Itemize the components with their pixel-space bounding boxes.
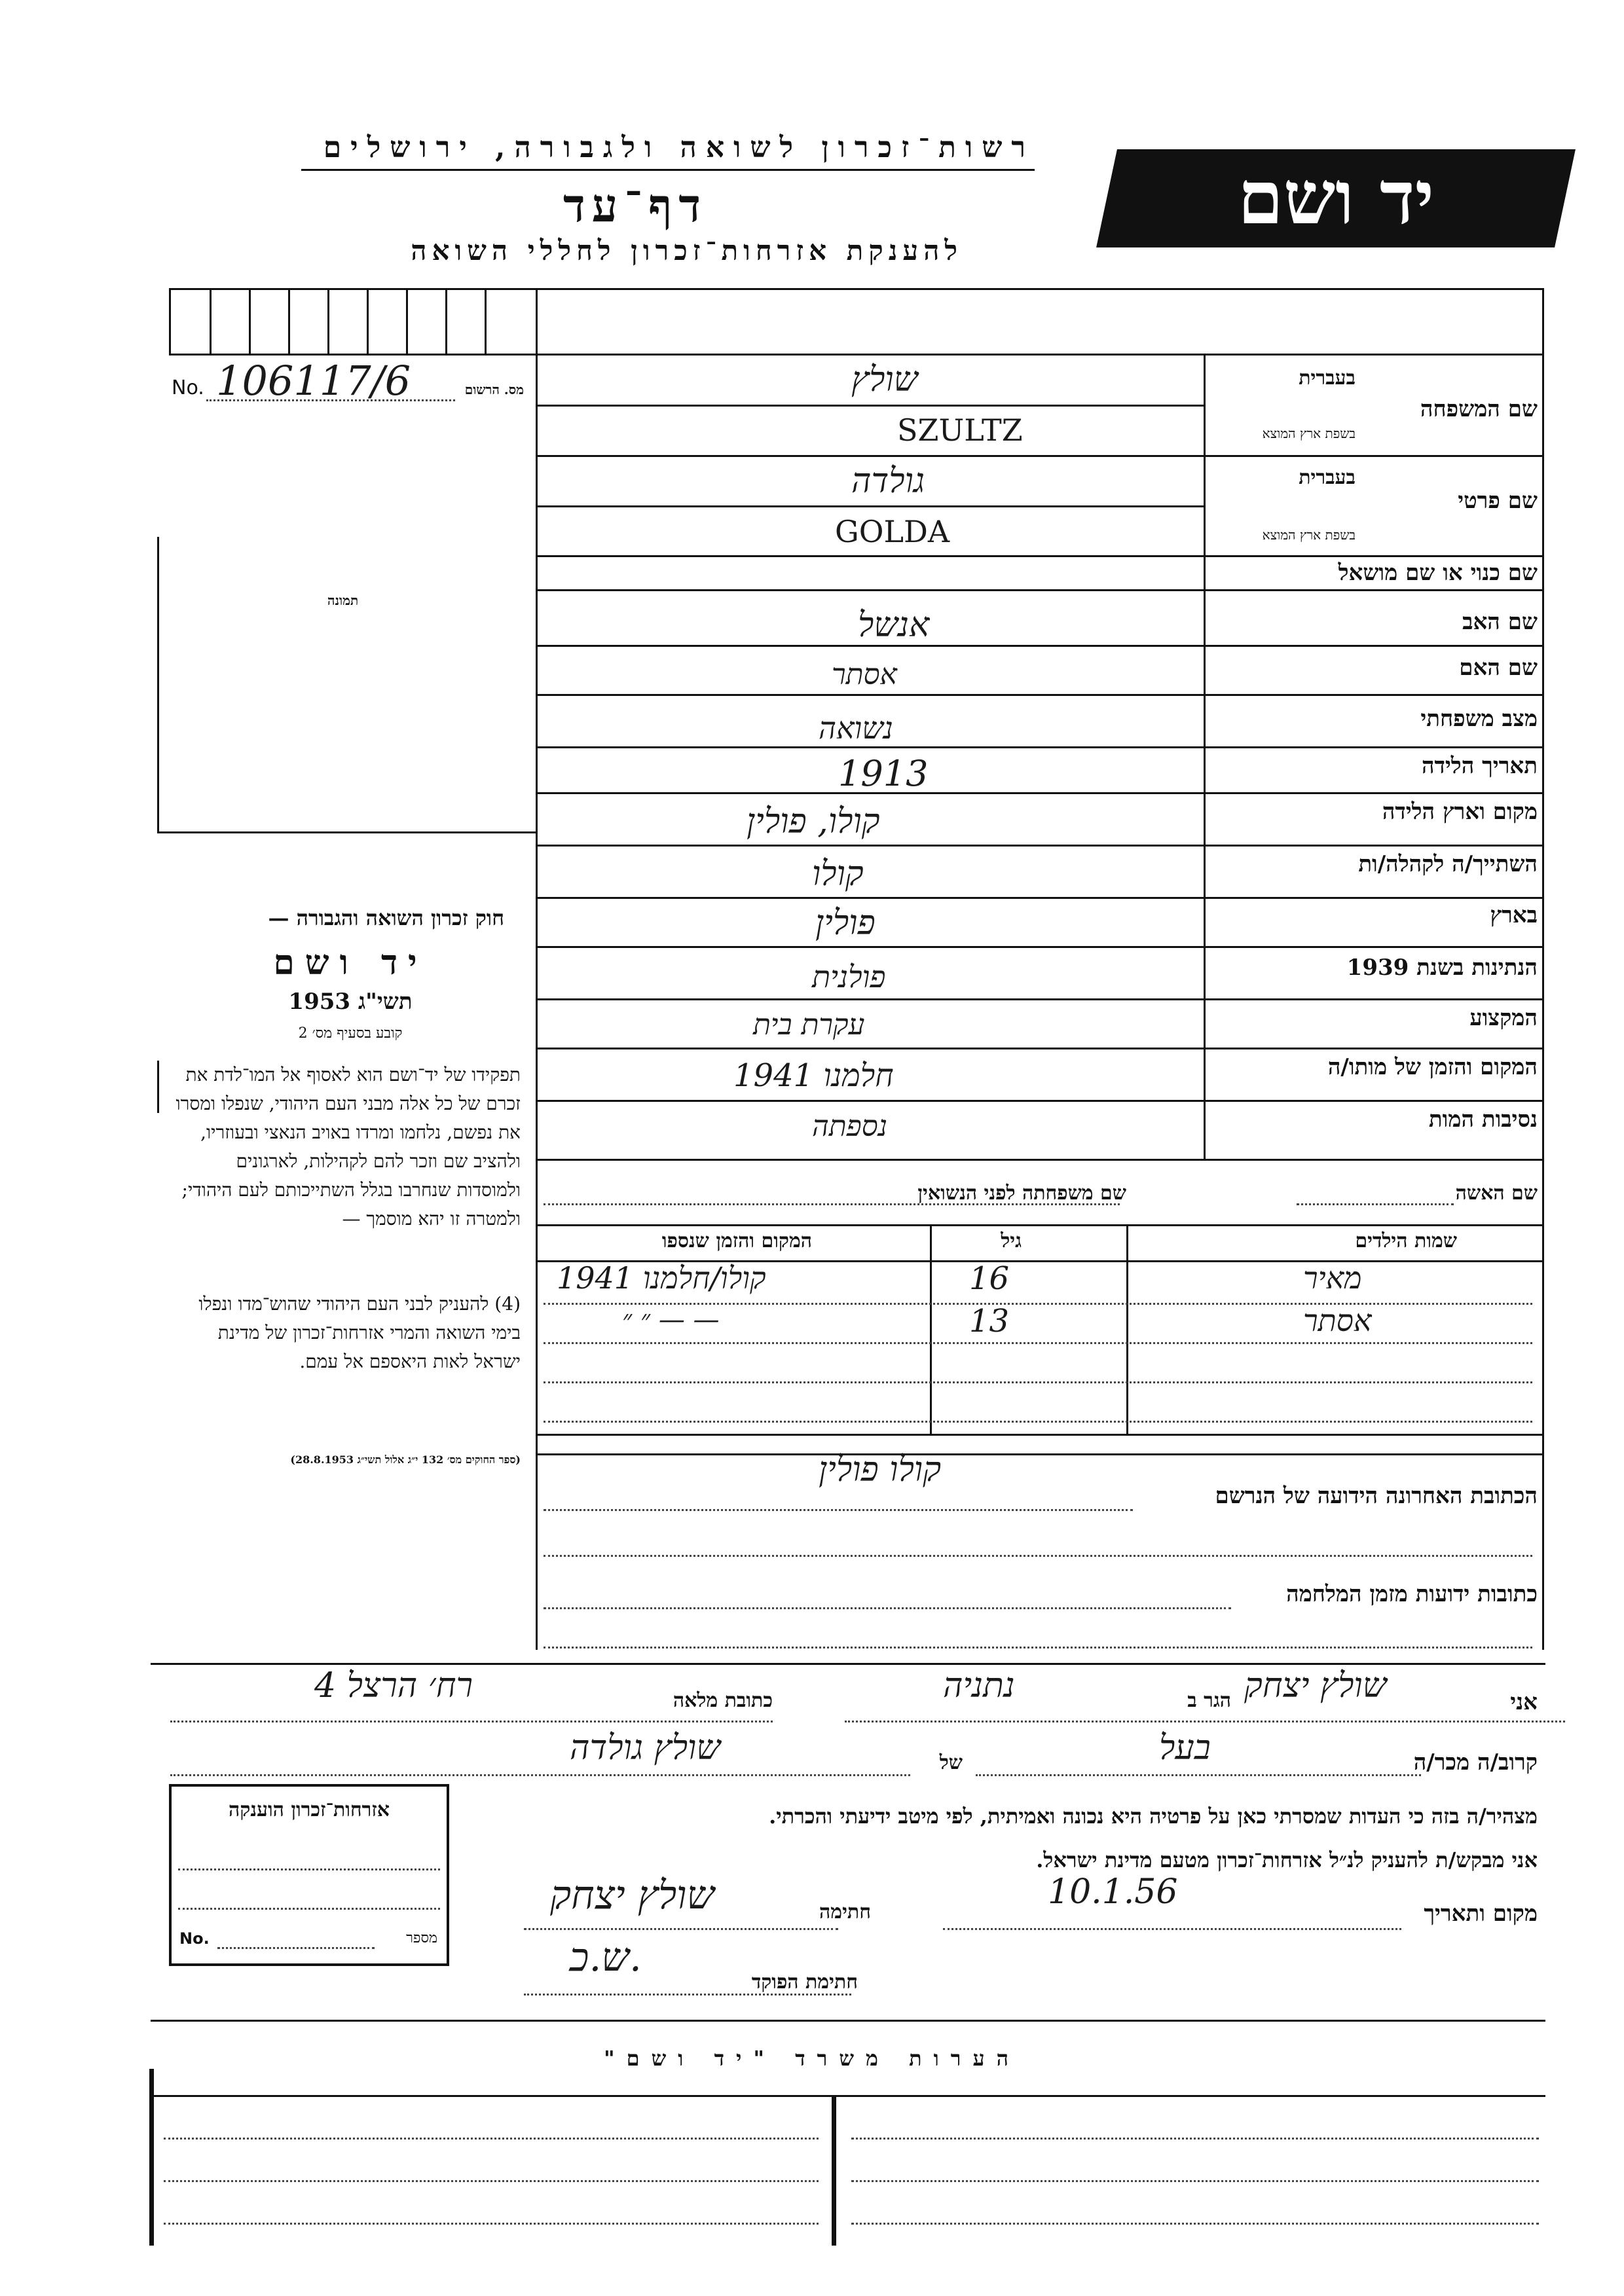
child-1-age: 16	[969, 1260, 1010, 1297]
left-column-border	[536, 288, 538, 1650]
circumstances-label: נסיבות המות	[1428, 1106, 1538, 1133]
profession-label: המקצוע	[1469, 1005, 1538, 1031]
decl-signature: שולץ יצחק	[550, 1872, 715, 1918]
decl-i-label: אני	[1510, 1689, 1538, 1715]
officer-label: חתימת הפוקד	[751, 1971, 858, 1994]
law-year: תשי"ג 1953	[288, 989, 413, 1015]
photo-label: תמונה	[327, 592, 359, 608]
family-name-label: שם המשפחה	[1420, 396, 1538, 422]
tick	[406, 288, 408, 354]
circumstances-value: נספתה	[812, 1110, 888, 1143]
child-1-name: מאיר	[1303, 1260, 1362, 1296]
family-name-local: SZULTZ	[897, 412, 1023, 448]
grant-no-heb-label: מספר	[406, 1930, 437, 1946]
declarant-name: שולץ יצחק	[1244, 1666, 1387, 1705]
tick	[327, 288, 329, 354]
decl-address-label: כתובת מלאה	[673, 1689, 773, 1712]
country-value: פולין	[815, 903, 876, 943]
last-address-value: קולו פולין	[819, 1450, 942, 1489]
mother-label: שם האם	[1459, 655, 1538, 681]
photo-bottom	[157, 831, 536, 833]
tick	[485, 288, 487, 354]
authority-line: רשות־זכרון לשואה ולגבורה, ירושלים	[323, 131, 1035, 164]
grant-box-title: אזרחות־זכרון הוענקה	[228, 1798, 390, 1821]
first-name-local: GOLDA	[835, 514, 950, 549]
death-label: המקום והזמן של מותו/ה	[1327, 1054, 1538, 1080]
wartime-addresses-label: כתובות ידועות מזמן המלחמה	[1286, 1581, 1538, 1607]
decl-relative-label: קרוב/ה מכר/ה	[1413, 1749, 1538, 1776]
tick	[169, 288, 171, 354]
first-hebrew-label: בעברית	[1299, 466, 1356, 489]
decl-relation: בעל	[1159, 1728, 1211, 1768]
family-name-hebrew: שולץ	[851, 360, 918, 399]
decl-statement-1: מצהיר/ה בזה כי העדות שמסרתי כאן על פרטיה היא נכונה ואמיתית, לפי מיטב ידיעתי והכרתי.	[769, 1804, 1538, 1829]
children-col-names: שמות הילדים	[1355, 1230, 1457, 1252]
law-name: יד ושם	[273, 943, 428, 983]
family-local-label: בשפת ארץ המוצא	[1262, 426, 1356, 441]
label-column-border	[1204, 354, 1206, 1159]
tick	[249, 288, 251, 354]
nickname-label: שם כנוי או שם מושאל	[1338, 560, 1538, 586]
tick	[445, 288, 447, 354]
mother-value: אסתר	[832, 658, 897, 691]
authority-underline	[301, 169, 1035, 171]
citizenship-label: הנתינות בשנת 1939	[1346, 955, 1538, 981]
decl-place-date-label: מקום ותאריך	[1424, 1901, 1538, 1927]
child-2-place: — — ״ ״	[622, 1305, 720, 1335]
wife-maiden-label: שם משפחתה לפני הנשואין	[917, 1182, 1126, 1205]
marital-value: נשואה	[819, 710, 893, 746]
community-label: השתייך/ה לקהלה/ות	[1358, 851, 1538, 877]
birth-place-value: קולו, פולין	[747, 802, 880, 841]
reg-no-heb-label: מס. הרשום	[464, 382, 524, 397]
photo-border	[157, 537, 159, 831]
form-subtitle: להענקת אזרחות־זכרון לחללי השואה	[411, 234, 963, 266]
frame-top	[169, 288, 1544, 290]
family-hebrew-label: בעברית	[1299, 367, 1356, 390]
decl-statement-2: אני מבקש/ת להעניק לנ״ל אזרחות־זכרון מטעם מדינת ישראל.	[1036, 1848, 1538, 1872]
birth-date-value: 1913	[838, 753, 929, 794]
tick	[367, 288, 369, 354]
decl-address: רח׳ הרצל 4	[314, 1666, 473, 1705]
children-col-age: גיל	[1001, 1230, 1022, 1252]
birth-date-label: תאריך הלידה	[1421, 753, 1538, 779]
children-col-place: המקום והזמן שנספו	[661, 1230, 812, 1252]
death-value: חלמנו 1941	[733, 1057, 894, 1094]
law-reference: (ספר החוקים מס׳ 132 י״ג אלול תשי״ג 28.8.1953)	[290, 1453, 521, 1466]
yad-vashem-logo: יד ושם	[1096, 149, 1576, 247]
decl-signature-label: חתימה	[819, 1901, 871, 1923]
father-value: אנשל	[858, 606, 930, 645]
decl-city: נתניה	[943, 1666, 1015, 1705]
country-label: בארץ	[1490, 902, 1538, 928]
row-line	[536, 354, 1544, 355]
law-body: תפקידו של יד־ושם הוא לאסוף אל המו־לדת את זכרם של כל אלה מבני העם היהודי, שנפלו ומסרו את נפשם, נלחמו ומרדו באויב הנאצי ובעוזריו, ולהציב שם וזכר להם לקהילות, לארגונים ולמוסדות שנחרבו בגלל השתייכותם לעם היהודי; ולמטרה זו יהא מוסמך —	[175, 1064, 521, 1230]
remarks-title: הערות משרד "יד ושם"	[603, 2046, 1021, 2071]
grant-box	[169, 1784, 449, 1966]
child-2-age: 13	[969, 1303, 1010, 1339]
form-title: דף־עד	[563, 178, 708, 232]
child-2-name: אסתר	[1303, 1303, 1372, 1338]
officer-signature: ש.כ.	[570, 1935, 642, 1980]
tick	[210, 288, 212, 354]
reg-line	[169, 354, 536, 355]
law-clause: קובע בסעיף מס׳ 2	[298, 1025, 403, 1042]
grant-no-label: No.	[179, 1929, 210, 1948]
first-name-hebrew: גולדה	[851, 462, 925, 501]
profession-value: עקרת בית	[753, 1008, 865, 1042]
reg-no-label: No.	[172, 376, 204, 399]
first-local-label: בשפת ארץ המוצא	[1262, 527, 1356, 543]
law-title: חוק זכרון השואה והגבורה —	[268, 905, 504, 930]
first-name-label: שם פרטי	[1458, 488, 1538, 514]
decl-lives-label: הגר ב	[1187, 1689, 1231, 1712]
wife-label: שם האשה	[1455, 1182, 1538, 1205]
frame-right	[1542, 288, 1544, 1650]
last-address-label: הכתובת האחרונה הידועה של הנרשם	[1215, 1483, 1538, 1509]
law-clause-4: (4) להעניק לבני העם היהודי שהוש־מדו ונפלו בימי השואה והמרי אזרחות־זכרון של מדינת ישראל לאות היאספם אל עמם.	[198, 1293, 521, 1372]
decl-of-label: של	[939, 1751, 963, 1774]
father-label: שם האב	[1462, 609, 1538, 635]
citizenship-value: פולנית	[812, 959, 886, 994]
marital-label: מצב משפחתי	[1420, 706, 1538, 732]
decl-of-value: שולץ גולדה	[570, 1728, 721, 1768]
birth-place-label: מקום וארץ הלידה	[1382, 799, 1538, 825]
tick	[288, 288, 290, 354]
community-value: קולו	[812, 854, 864, 894]
reg-no-value: 106117/6	[216, 357, 411, 405]
child-1-place: קולו/חלמנו 1941	[557, 1260, 766, 1296]
decl-place-date: 10.1.56	[1048, 1872, 1178, 1912]
